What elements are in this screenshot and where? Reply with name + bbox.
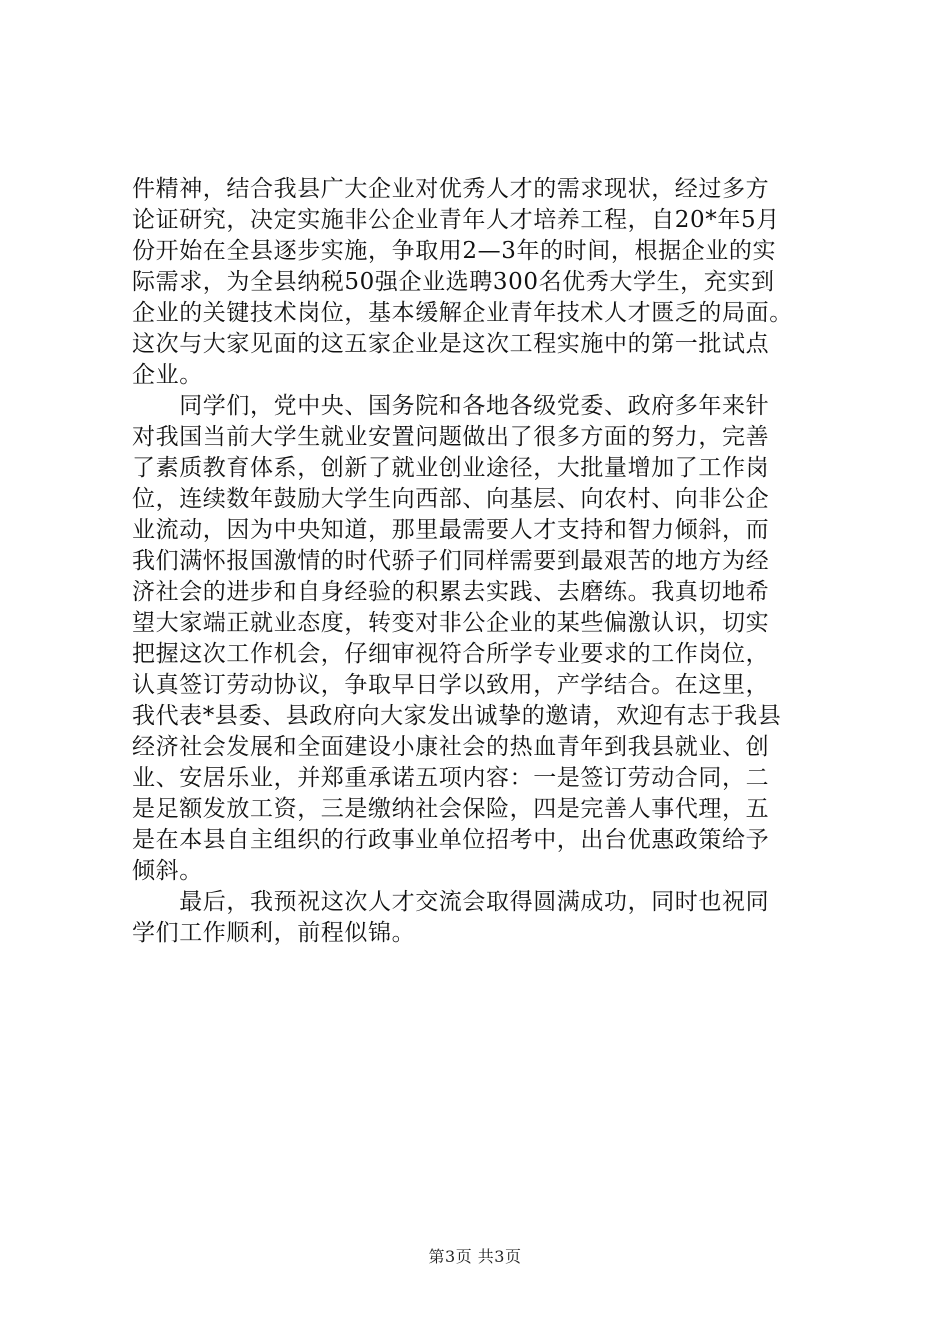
text-line: 份开始在全县逐步实施，争取用2—3年的时间，根据企业的实 xyxy=(132,238,777,264)
text-line: 济社会的进步和自身经验的积累去实践、去磨练。我真切地希 xyxy=(132,579,770,605)
text-line: 认真签订劳动协议，争取早日学以致用，产学结合。在这里， xyxy=(132,672,770,698)
text-line: 经济社会发展和全面建设小康社会的热血青年到我县就业、创 xyxy=(132,734,770,760)
body-text xyxy=(132,174,832,949)
text-line: 最后，我预祝这次人才交流会取得圆满成功，同时也祝同 xyxy=(132,889,770,915)
text-line: 望大家端正就业态度，转变对非公企业的某些偏激认识，切实 xyxy=(132,610,770,636)
page-number-label: 第3页 共3页 xyxy=(428,1247,522,1266)
text-line: 这次与大家见面的这五家企业是这次工程实施中的第一批试点 xyxy=(132,331,770,357)
text-line: 是足额发放工资，三是缴纳社会保险，四是完善人事代理，五 xyxy=(132,796,770,822)
text-line: 论证研究，决定实施非公企业青年人才培养工程，自20*年5月 xyxy=(132,207,780,233)
page-footer xyxy=(0,1244,950,1267)
text-line: 业流动，因为中央知道，那里最需要人才支持和智力倾斜，而 xyxy=(132,517,770,543)
text-line: 我们满怀报国激情的时代骄子们同样需要到最艰苦的地方为经 xyxy=(132,548,770,574)
text-line: 我代表*县委、县政府向大家发出诚挚的邀请，欢迎有志于我县 xyxy=(132,703,782,729)
text-line: 是在本县自主组织的行政事业单位招考中，出台优惠政策给予 xyxy=(132,827,770,853)
text-line: 企业的关键技术岗位，基本缓解企业青年技术人才匮乏的局面。 xyxy=(132,300,793,326)
text-line: 件精神，结合我县广大企业对优秀人才的需求现状，经过多方 xyxy=(132,176,770,202)
text-line: 把握这次工作机会，仔细审视符合所学专业要求的工作岗位， xyxy=(132,641,770,667)
text-line: 倾斜。 xyxy=(132,858,203,884)
text-line: 学们工作顺利，前程似锦。 xyxy=(132,920,416,946)
text-line: 对我国当前大学生就业安置问题做出了很多方面的努力，完善 xyxy=(132,424,770,450)
text-line: 际需求，为全县纳税50强企业选聘300名优秀大学生，充实到 xyxy=(132,269,775,295)
text-line: 了素质教育体系，创新了就业创业途径，大批量增加了工作岗 xyxy=(132,455,770,481)
text-line: 位，连续数年鼓励大学生向西部、向基层、向农村、向非公企 xyxy=(132,486,770,512)
text-line: 企业。 xyxy=(132,362,203,388)
text-line: 业、安居乐业，并郑重承诺五项内容：一是签订劳动合同，二 xyxy=(132,765,770,791)
text-line: 同学们，党中央、国务院和各地各级党委、政府多年来针 xyxy=(132,393,770,419)
